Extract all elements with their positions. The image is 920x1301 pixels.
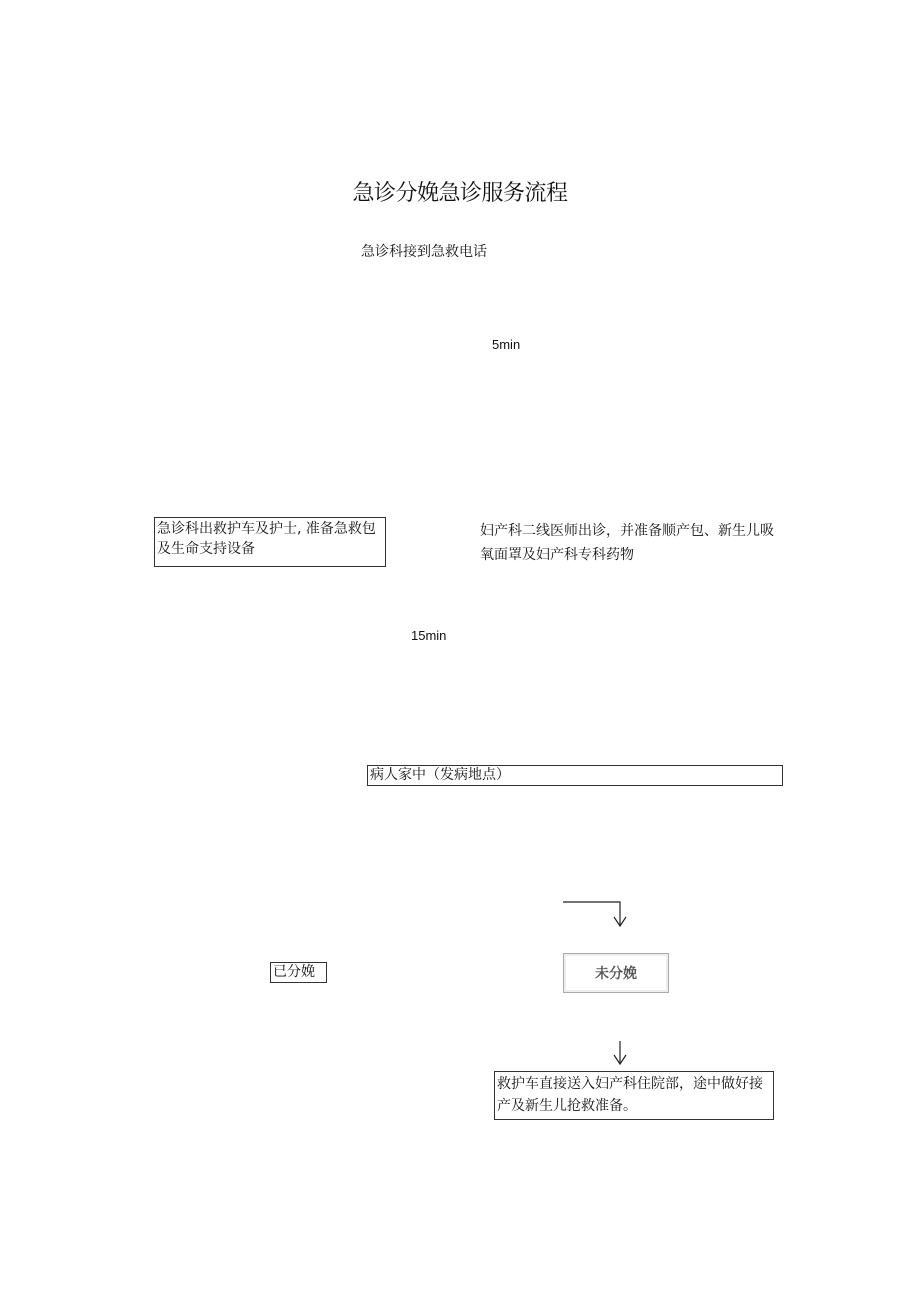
node-delivered: 已分娩 bbox=[270, 962, 327, 983]
node-obgyn-dispatch: 妇产科二线医师出诊，并准备顺产包、新生儿吸氧面罩及妇产科专科药物 bbox=[480, 523, 774, 563]
node-emergency-call: 急诊科接到急救电话 bbox=[361, 244, 487, 260]
node-patient-home: 病人家中（发病地点） bbox=[367, 765, 783, 786]
node-ambulance-dispatch: 急诊科出救护车及护士, 准备急救包及生命支持设备 bbox=[154, 517, 386, 567]
node-transfer-to-ward: 救护车直接送入妇产科住院部，途中做好接产及新生儿抢救准备。 bbox=[494, 1071, 774, 1120]
time-label-15min: 15min bbox=[411, 628, 447, 643]
connector-to-transfer bbox=[614, 1041, 626, 1064]
page-title: 急诊分娩急诊服务流程 bbox=[352, 181, 568, 206]
connector-to-not-delivered bbox=[563, 902, 626, 926]
node-not-delivered: 未分娩 bbox=[563, 953, 669, 993]
time-label-5min: 5min bbox=[492, 337, 521, 352]
